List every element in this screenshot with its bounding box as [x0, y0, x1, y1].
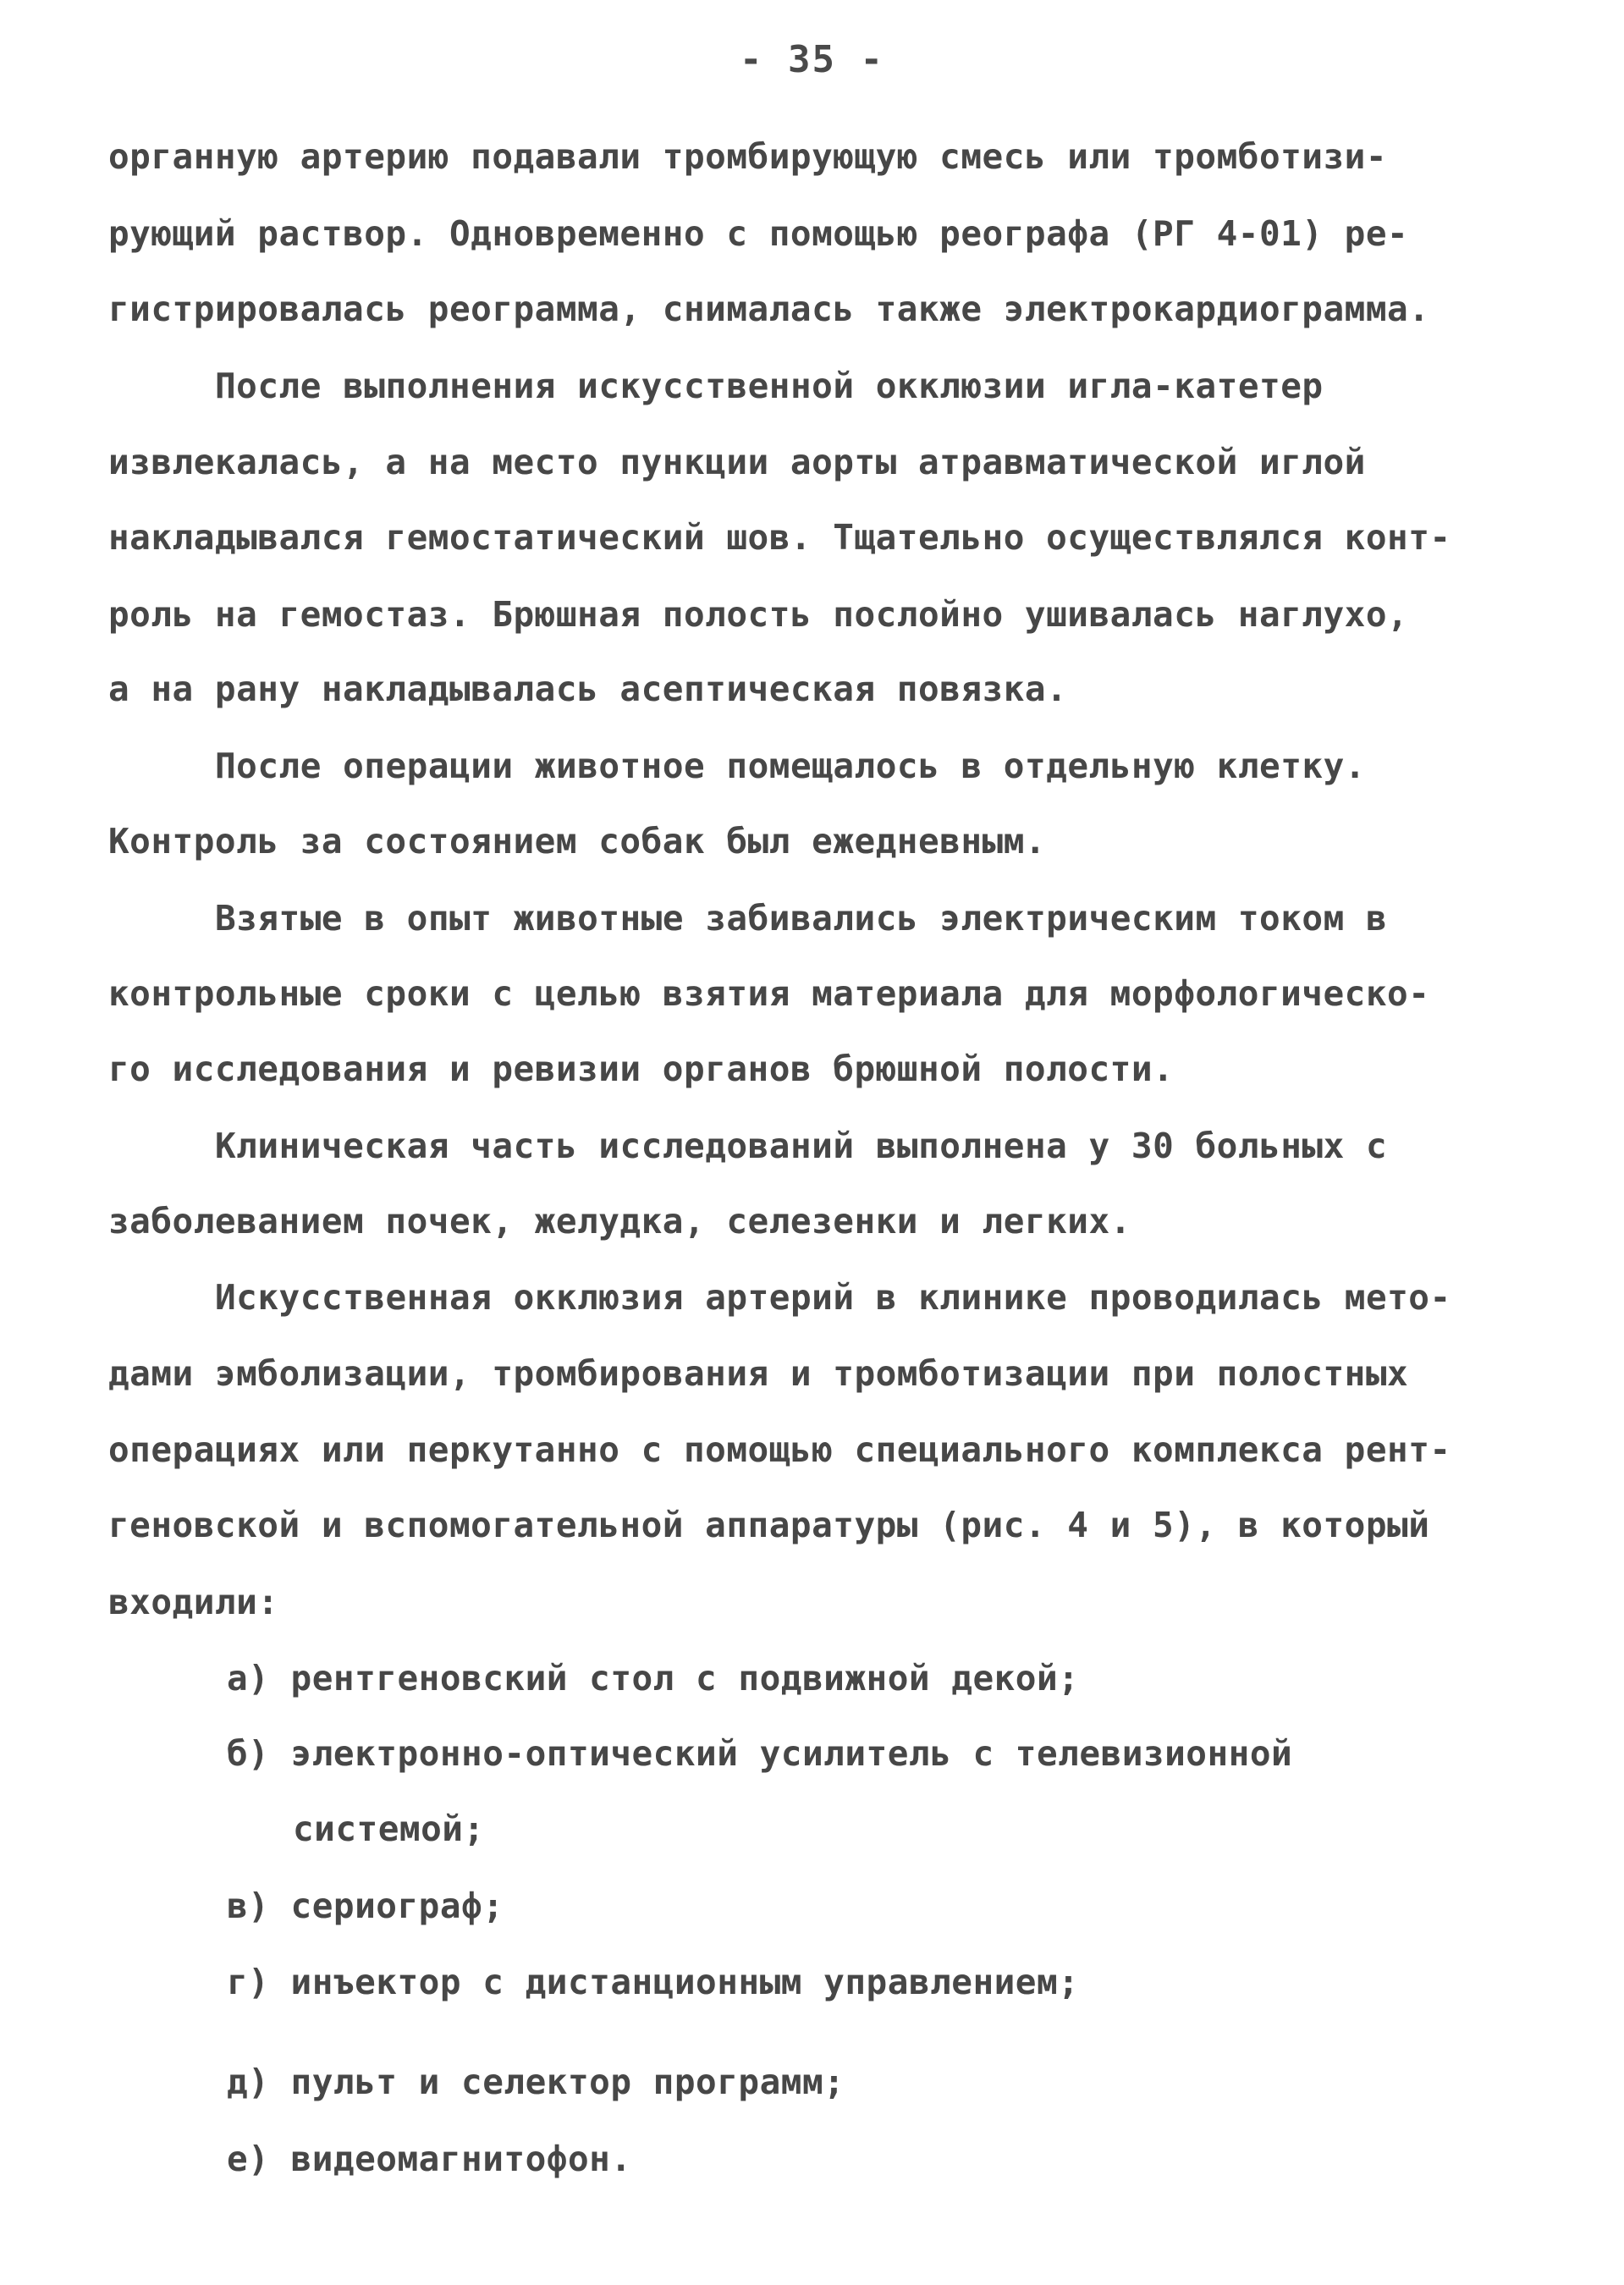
paragraph-first-line: Клиническая часть исследований выполнена у 30 больных с	[215, 1126, 1388, 1166]
text-line: контрольные сроки с целью взятия материала для морфологическо-	[108, 973, 1430, 1014]
list-item: а) рентгеновский стол с подвижной декой;	[227, 1658, 1080, 1699]
text-line: го исследования и ревизии органов брюшной полости.	[108, 1049, 1175, 1089]
text-line: извлекалась, а на место пункции аорты атравматической иглой	[108, 442, 1366, 482]
list-item: е) видеомагнитофон.	[227, 2139, 632, 2179]
list-item: г) инъектор с дистанционным управлением;	[227, 1962, 1080, 2002]
list-item: в) сериограф;	[227, 1886, 504, 1926]
text-line: гистрировалась реограмма, снималась также электрокардиограмма.	[108, 289, 1430, 329]
text-line: органную артерию подавали тромбирующую смесь или тромботизи-	[108, 136, 1388, 177]
paragraph-first-line: Взятые в опыт животные забивались электрическим током в	[215, 898, 1388, 939]
page-number: - 35 -	[740, 38, 884, 81]
text-line: роль на гемостаз. Брюшная полость послойно ушивалась наглухо,	[108, 594, 1409, 635]
text-line: заболеванием почек, желудка, селезенки и легких.	[108, 1201, 1131, 1242]
list-item: б) электронно-оптический усилитель с телевизионной	[227, 1733, 1293, 1774]
paragraph-first-line: После выполнения искусственной окклюзии игла-катетер	[215, 366, 1324, 406]
list-item: д) пульт и селектор программ;	[227, 2062, 845, 2102]
text-line: а на рану накладывалась асептическая повязка.	[108, 669, 1068, 709]
text-line: операциях или перкутанно с помощью специального комплекса рент-	[108, 1429, 1451, 1470]
text-line: рующий раствор. Одновременно с помощью реографа (РГ 4-01) ре-	[108, 213, 1409, 254]
text-line: геновской и вспомогательной аппаратуры (рис. 4 и 5), в который	[108, 1505, 1430, 1545]
text-line: дами эмболизации, тромбирования и тромботизации при полостных	[108, 1353, 1409, 1394]
text-line: накладывался гемостатический шов. Тщательно осуществлялся конт-	[108, 517, 1451, 558]
list-item-continuation: системой;	[293, 1809, 485, 1849]
text-line: входили:	[108, 1582, 279, 1622]
paragraph-first-line: После операции животное помещалось в отдельную клетку.	[215, 746, 1366, 786]
paragraph-first-line: Искусственная окклюзия артерий в клинике проводилась мето-	[215, 1277, 1451, 1318]
text-line: Контроль за состоянием собак был ежедневным.	[108, 821, 1047, 862]
